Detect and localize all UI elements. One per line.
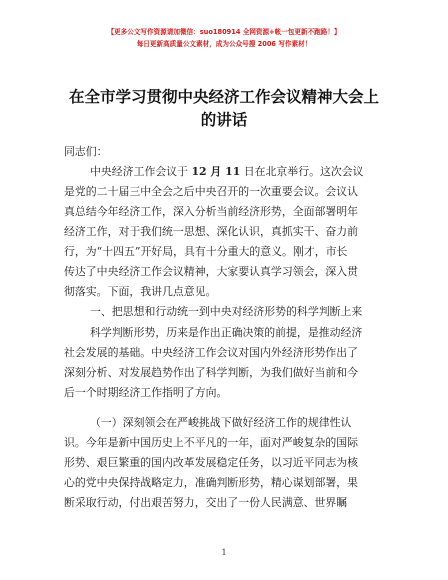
page-number: 1	[221, 548, 227, 557]
promo-banner-line-1: 【更多公文写作资源请加微信：suo180914 全网资源+帐一包更新不跑路！】	[107, 28, 341, 36]
paragraph-1-line-4: 经济工作，对于我们统一思想、深化认识，真抓实干、奋力前	[64, 225, 359, 238]
paragraph-2-line-1: 科学判断形势，历来是作出正确决策的前提，是推动经济	[90, 326, 363, 339]
paragraph-3-line-4: 心的党中央保持战略定力，准确判断形势，精心谋划部署，果	[64, 476, 359, 489]
document-title-line-2: 的讲话	[200, 111, 248, 129]
paragraph-3-line-5: 断采取行动，付出艰苦努力，交出了一份人民满意、世界瞩	[64, 496, 348, 509]
paragraph-3-line-3: 形势、艰巨繁重的国内改革发展稳定任务，以习近平同志为核	[64, 456, 359, 469]
paragraph-1-line-3: 真总结今年经济工作，深入分析当前经济形势，全面部署明年	[64, 205, 359, 218]
paragraph-2-line-4: 后一个时期经济工作指明了方向。	[64, 386, 228, 399]
paragraph-3-line-1: （一）深刻领会在严峻挑战下做好经济工作的规律性认	[90, 416, 352, 429]
paragraph-1-line-2: 是党的二十届三中全会之后中央召开的一次重要会议。会议认	[64, 185, 359, 198]
paragraph-2-line-2: 社会发展的基础。中央经济工作会议对国内外经济形势作出了	[64, 346, 359, 359]
paragraph-1-line-5: 行，为“十四五”开好局，具有十分重大的意义。刚才，市长	[64, 245, 348, 258]
section-heading-1: 一、把思想和行动统一到中央对经济形势的科学判断上来	[90, 305, 363, 318]
document-title-line-1: 在全市学习贯彻中央经济工作会议精神大会上	[68, 88, 379, 106]
paragraph-2-line-3: 深刻分析、对发展趋势作出了科学判断，为我们做好当前和今	[64, 366, 359, 379]
salutation: 同志们：	[64, 145, 108, 158]
paragraph-1-line-6: 传达了中央经济工作会议精神，大家要认真学习领会，深入贯	[64, 265, 359, 278]
paragraph-1-line-7: 彻落实。下面，我讲几点意见。	[64, 285, 217, 298]
promo-banner-line-2: 每日更新高质量公文素材，成为公众号搜 2006 写作素材！	[136, 40, 312, 48]
paragraph-1-line-1-post: 日在北京举行。这次会议	[240, 165, 364, 178]
paragraph-1-line-1-pre: 中央经济工作会议于	[90, 165, 192, 178]
paragraph-1-line-1	[90, 163, 388, 179]
paragraph-3-line-2: 识。今年是新中国历史上不平凡的一年，面对严峻复杂的国际	[64, 436, 359, 449]
meeting-date: 12 月 11	[191, 165, 241, 178]
